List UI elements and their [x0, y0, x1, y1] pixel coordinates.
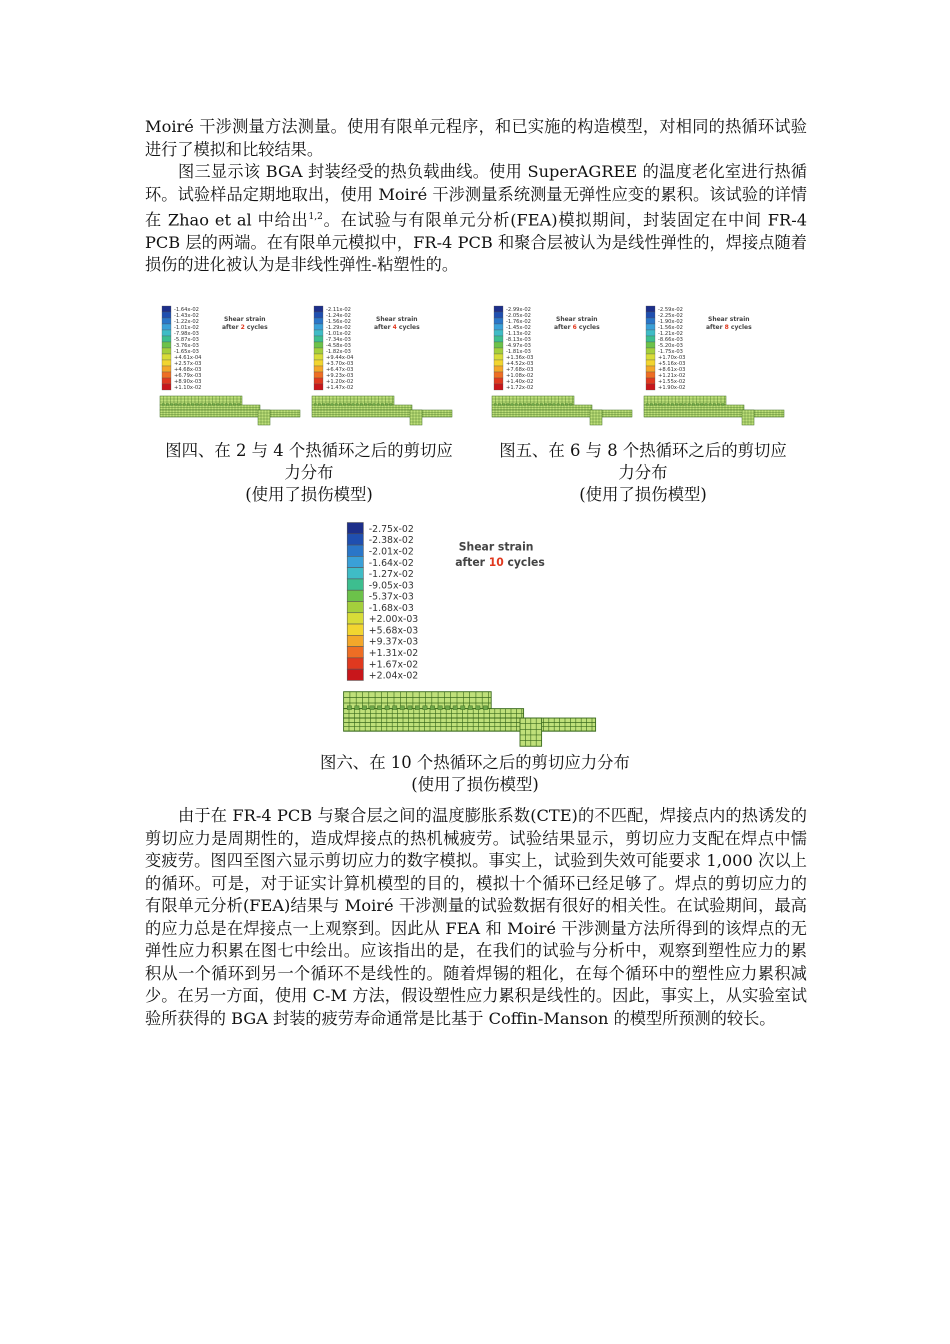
legend-swatch [347, 545, 363, 556]
legend-label: +4.61x-04 [174, 355, 202, 361]
panel-title: Shear strain [458, 540, 534, 554]
legend-label: -1.29x-02 [326, 325, 351, 331]
legend-swatch [646, 384, 655, 390]
legend-label: -2.25x-02 [658, 313, 683, 319]
legend-swatch [347, 624, 363, 635]
legend-label: -1.68x-03 [368, 602, 414, 614]
legend-swatch [646, 372, 655, 378]
legend-swatch [314, 360, 323, 366]
paragraph-1: Moiré 干涉测量方法测量。使用有限单元程序，和已实施的构造模型，对相同的热循环试验进行了模拟和比较结果。 [145, 117, 807, 159]
legend-label: -8.13x-03 [506, 337, 531, 343]
legend-label: -1.27x-02 [368, 568, 414, 581]
legend-swatch [646, 312, 655, 318]
legend-swatch [162, 336, 171, 342]
legend-swatch [162, 348, 171, 354]
legend-swatch [646, 360, 655, 366]
legend-swatch [314, 306, 323, 312]
legend-label: +2.57x-03 [174, 361, 202, 367]
legend-swatch [162, 354, 171, 360]
legend-label: +6.79x-03 [174, 373, 202, 379]
legend-label: -2.38x-02 [368, 535, 414, 547]
fea-mesh [160, 396, 300, 425]
legend-label: +9.37x-03 [368, 636, 419, 648]
legend-label: +1.40x-02 [506, 379, 534, 385]
legend-swatch [494, 306, 503, 312]
legend-label: -1.81x-03 [506, 349, 531, 355]
legend-swatch [494, 318, 503, 324]
legend-label: +4.52x-03 [506, 361, 534, 367]
legend-swatch [162, 342, 171, 348]
legend-label: +1.08x-02 [506, 373, 534, 379]
paragraph-2 [145, 161, 807, 277]
legend-label: -5.37x-03 [368, 591, 414, 603]
legend-swatch [314, 330, 323, 336]
legend-swatch [494, 360, 503, 366]
citation-superscript: 1,2 [308, 212, 323, 222]
legend-label: +1.72x-02 [506, 385, 534, 391]
figure-6-caption-line-2: (使用了损伤模型) [411, 775, 539, 794]
figure-4-caption [142, 440, 476, 506]
panel-2-cycles [158, 302, 308, 427]
legend-label: +9.23x-03 [326, 373, 354, 379]
panel-subtitle: after 10 cycles [455, 555, 545, 569]
legend-swatch [162, 366, 171, 372]
legend-swatch [646, 324, 655, 330]
cycle-count: 10 [488, 555, 504, 569]
cycle-count: 2 [240, 324, 245, 331]
paragraph-3: 由于在 FR-4 PCB 与聚合层之间的温度膨胀系数(CTE)的不匹配，焊接点内的热诱发的剪切应力是周期性的，造成焊接点的热机械疲劳。试验结果显示，剪切应力支配在焊点中懦变疲劳。图四至图六显示剪切应力的数字模拟。事实上，试验到失效可能要求 1,000 次以上的循环。可是，对于证实计算机模型的目的，模拟十个循环已经足够了。焊点的剪切应力的有限单元分析(FEA)结果与 Moiré 干涉测量的试验数据有很好的相关性。在试验期间，最高的应力总是在焊接点一上观察到。因此从 FEA 和 Moiré 干涉测量方法所得到的该焊点的无弹性应力积累在图七中绘出。应该指出的是，在我们的试验与分析中，观察到塑性应力的累积从一个循环到另一个循环不是线性的。随着焊锡的粗化，在每个循环中的塑性应力累积减少。在另一方面，使用 C-M 方法，假设塑性应力累积是线性的。因此，事实上，从实验室试验所获得的 BGA 封装的疲劳寿命通常是比基于 Coffin-Manson 的模型所预测的较长。 [145, 806, 807, 1028]
legend-swatch [314, 384, 323, 390]
figure-5-caption-line-3: (使用了损伤模型) [579, 485, 707, 504]
legend-label: +5.68x-03 [368, 625, 419, 637]
figure-4-caption-line-3: (使用了损伤模型) [245, 485, 373, 504]
cycle-count: 6 [572, 324, 577, 331]
legend-label: +9.44x-04 [326, 355, 354, 361]
legend-swatch [646, 348, 655, 354]
legend-swatch [494, 354, 503, 360]
legend-swatch [162, 312, 171, 318]
legend-label: -2.75x-02 [368, 523, 414, 535]
legend-label: -1.01x-02 [326, 331, 351, 337]
legend-swatch [162, 330, 171, 336]
legend-label: -7.98x-03 [174, 331, 199, 337]
legend-swatch [494, 342, 503, 348]
legend-swatch [347, 590, 363, 601]
figure-5-caption-line-2: 力分布 [618, 463, 668, 482]
legend-swatch [162, 360, 171, 366]
legend-label: -1.75x-03 [658, 349, 683, 355]
panel-title: Shear strain [556, 316, 598, 323]
legend-label: +3.70x-03 [326, 361, 354, 367]
legend-swatch [347, 579, 363, 590]
legend-label: -2.99x-02 [506, 307, 531, 313]
legend-label: -1.56x-02 [658, 325, 683, 331]
legend-label: -2.05x-02 [506, 313, 531, 319]
legend-label: +2.04x-02 [368, 670, 419, 682]
legend-label: -1.64x-02 [174, 307, 199, 313]
legend-label: +1.20x-02 [326, 379, 354, 385]
legend-label: +1.90x-02 [658, 385, 686, 391]
legend-swatch [494, 324, 503, 330]
legend-label: +8.61x-03 [658, 367, 686, 373]
figure-6-caption-line-1: 图六、在 10 个热循环之后的剪切应力分布 [320, 753, 630, 772]
legend-swatch [314, 342, 323, 348]
legend-label: -5.20x-03 [658, 343, 683, 349]
legend-label: -1.13x-02 [506, 331, 531, 337]
figure-6-caption [250, 752, 700, 796]
fea-mesh [344, 692, 596, 747]
legend-swatch [494, 330, 503, 336]
legend-label: -7.34x-03 [326, 337, 351, 343]
legend-swatch [347, 601, 363, 612]
legend-swatch [162, 324, 171, 330]
legend-swatch [314, 312, 323, 318]
legend-label: -1.43x-02 [174, 313, 199, 319]
legend-swatch [347, 635, 363, 646]
legend-swatch [162, 306, 171, 312]
legend-swatch [314, 348, 323, 354]
legend-swatch [162, 318, 171, 324]
figure-5-caption-line-1: 图五、在 6 与 8 个热循环之后的剪切应 [499, 441, 787, 460]
legend-label: -1.21x-02 [658, 331, 683, 337]
legend-label: -1.82x-03 [326, 349, 351, 355]
legend-label: +1.55x-02 [658, 379, 686, 385]
legend-label: -4.97x-03 [506, 343, 531, 349]
legend-swatch [162, 384, 171, 390]
legend-label: -1.64x-02 [368, 557, 414, 569]
panel-subtitle: after 6 cycles [554, 324, 600, 331]
panel-subtitle: after 4 cycles [374, 324, 420, 331]
legend-label: -1.90x-02 [658, 319, 683, 325]
panel-6-cycles [490, 302, 640, 427]
legend-swatch [494, 348, 503, 354]
paragraph-2-text-b: 。在试验与有限单元分析(FEA)模拟期间，封装固定在中间 FR-4 PCB 层的两端。在有限单元模拟中，FR-4 PCB 和聚合层被认为是线性弹性的，焊接点随着损伤的进化被认为是非线性弹性-粘塑性的。 [145, 210, 807, 275]
legend-label: -1.65x-03 [174, 349, 199, 355]
cycle-count: 4 [392, 324, 397, 331]
panel-subtitle: after 8 cycles [706, 324, 752, 331]
legend-swatch [314, 354, 323, 360]
legend-swatch [314, 372, 323, 378]
legend-label: +1.67x-02 [368, 659, 419, 671]
legend-label: +1.21x-02 [658, 373, 686, 379]
figure-4-caption-line-1: 图四、在 2 与 4 个热循环之后的剪切应 [165, 441, 453, 460]
legend-swatch [347, 647, 363, 658]
legend-label: +7.68x-03 [506, 367, 534, 373]
legend-label: +5.16x-03 [658, 361, 686, 367]
legend-label: +1.10x-02 [174, 385, 202, 391]
legend-swatch [646, 330, 655, 336]
legend-swatch [162, 378, 171, 384]
legend-label: -2.59x-02 [658, 307, 683, 313]
legend-swatch [646, 336, 655, 342]
legend-label: -1.76x-02 [506, 319, 531, 325]
legend-label: -1.01x-02 [174, 325, 199, 331]
legend-label: -1.22x-02 [174, 319, 199, 325]
legend-label: -3.76x-03 [174, 343, 199, 349]
legend-label: +1.70x-03 [658, 355, 686, 361]
legend-swatch [347, 669, 363, 680]
legend-label: +1.47x-02 [326, 385, 354, 391]
paragraph-2-text-a: 图三显示该 BGA 封装经受的热负载曲线。使用 SuperAGREE 的温度老化室进行热循环。试验样品定期地取出，使用 Moiré 干涉测量系统测量无弹性应变的累积。该试验的详情在 Zhao et al 中给出 [145, 162, 807, 230]
legend-label: +2.00x-03 [368, 613, 419, 626]
legend-label: +6.47x-03 [326, 367, 354, 373]
fea-mesh [312, 396, 452, 425]
legend-swatch [347, 556, 363, 567]
fea-mesh [492, 396, 632, 425]
legend-swatch [494, 372, 503, 378]
legend-swatch [314, 318, 323, 324]
legend-swatch [494, 312, 503, 318]
legend-label: +4.68x-03 [174, 367, 202, 373]
panel-title: Shear strain [224, 316, 266, 323]
panel-8-cycles [642, 302, 792, 427]
legend-swatch [347, 658, 363, 669]
legend-swatch [314, 336, 323, 342]
panel-title: Shear strain [708, 316, 750, 323]
legend-label: -5.87x-03 [174, 337, 199, 343]
legend-swatch [314, 366, 323, 372]
legend-label: -1.56x-02 [326, 319, 351, 325]
panel-title: Shear strain [376, 316, 418, 323]
legend-swatch [494, 384, 503, 390]
legend-label: -8.66x-03 [658, 337, 683, 343]
legend-swatch [162, 372, 171, 378]
legend-label: +8.90x-03 [174, 379, 202, 385]
fea-mesh [644, 396, 784, 425]
legend-swatch [314, 324, 323, 330]
panel-10-cycles [340, 515, 610, 750]
legend-label: -2.01x-02 [368, 546, 414, 558]
legend-swatch [646, 378, 655, 384]
panel-subtitle: after 2 cycles [222, 324, 268, 331]
legend-swatch [646, 354, 655, 360]
legend-label: +1.31x-02 [368, 647, 419, 660]
figure-4-caption-line-2: 力分布 [284, 463, 334, 482]
legend-swatch [494, 378, 503, 384]
figure-5-caption [476, 440, 810, 506]
panel-4-cycles [310, 302, 460, 427]
legend-label: -9.05x-03 [368, 580, 414, 592]
legend-label: -1.45x-02 [506, 325, 531, 331]
legend-swatch [347, 613, 363, 624]
cycle-count: 8 [724, 324, 729, 331]
legend-swatch [494, 366, 503, 372]
legend-label: +1.36x-03 [506, 355, 534, 361]
legend-swatch [646, 342, 655, 348]
legend-swatch [646, 318, 655, 324]
legend-swatch [347, 568, 363, 579]
legend-swatch [347, 523, 363, 534]
legend-label: -1.24x-02 [326, 313, 351, 319]
legend-swatch [347, 534, 363, 545]
legend-label: -4.58x-03 [326, 343, 351, 349]
legend-swatch [646, 366, 655, 372]
legend-swatch [314, 378, 323, 384]
legend-label: -2.11x-02 [326, 307, 351, 313]
legend-swatch [494, 336, 503, 342]
legend-swatch [646, 306, 655, 312]
